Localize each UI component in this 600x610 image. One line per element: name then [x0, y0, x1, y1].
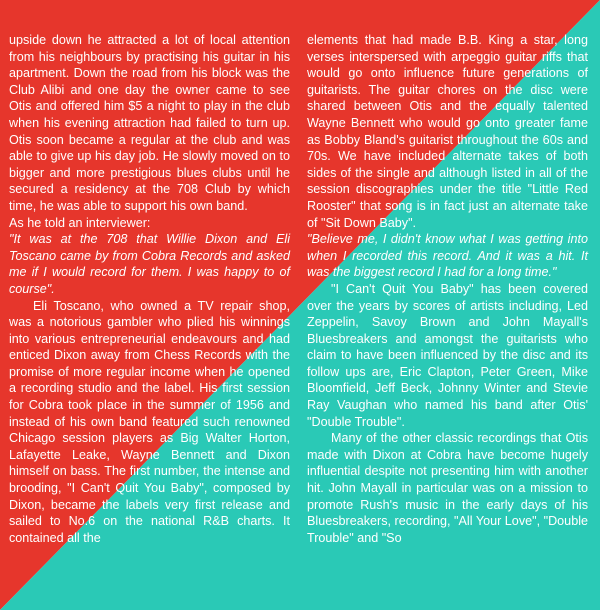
left-quote: "It was at the 708 that Willie Dixon and Eli Toscano came by from Cobra Records and asked me if I would record for them. I was happy to of course". — [9, 232, 290, 296]
right-paragraph-2: "I Can't Quit You Baby" has been covered over the years by scores of artists including, Led Zeppelin, Savoy Brown and John Mayall's Bluesbreakers and amongst the guitarists who claim to have been influenced by the disc and its follow ups are, Eric Clapton, Peter Green, Mike Bloomfield, Jeff Beck, Johnny Winter and Stevie Ray Vaughan who named his band after Otis' "Double Trouble". — [307, 281, 588, 429]
right-paragraph-3: Many of the other classic recordings that Otis made with Dixon at Cobra have become hugely influential despite not presenting him with another hit. John Mayall in particular was on a mission to promote Rush's music in the early days of his Bluesbreakers, recording, "All Your Love", "Double Trouble" and "So — [307, 431, 588, 545]
left-paragraph-3: Eli Toscano, who owned a TV repair shop, was a notorious gambler who plied his winnings into various entrepreneurial endeavours and had enticed Dixon away from Chess Records with the promise of more regular income when he opened a recording studio and the label. His first session for Cobra took place in the summer of 1956 and instead of his own band featured such renowned Chicago session players as Big Walter Horton, Lafayette Leake, Wayne Bennett and Dixon himself on bass. The first number, the intense and brooding, "I Can't Quit You Baby", composed by Dixon, became the labels very first release and sailed to No.6 on the national R&B charts. It contained all the — [9, 298, 290, 545]
left-column — [9, 32, 290, 546]
left-paragraph-1: upside down he attracted a lot of local attention from his neighbours by practising his guitar in his apartment. Down the road from his block was the Club Alibi and one day the owner came to see Otis and offered him $5 a night to play in the club when his evening attraction had failed to turn up. Otis soon became a regular at the club and was able to give up his day job. He slowly moved on to bigger and more prestigious blues clubs until he secured a residency at the 708 Club by which time, he was able to support his own band. — [9, 33, 290, 213]
left-paragraph-2: As he told an interviewer: — [9, 215, 151, 230]
right-column — [307, 32, 588, 546]
right-quote: "Believe me, I didn't know what I was getting into when I recorded this record. And it was a hit. It was the biggest record I had for a long time." — [307, 232, 588, 280]
right-paragraph-1: elements that had made B.B. King a star, long verses interspersed with arpeggio guitar riffs that would go onto influence future generations of guitarists. The guitar chores on the disc were shared between Otis and the equally talented Wayne Bennett who would go onto greater fame as Bobby Bland's guitarist throughout the 60s and 70s. We have included alternate takes of both sides of the single and although listed in all of the session discographies under the title "Little Red Rooster" that song is in fact just an alternate take of "Sit Down Baby". — [307, 33, 588, 230]
